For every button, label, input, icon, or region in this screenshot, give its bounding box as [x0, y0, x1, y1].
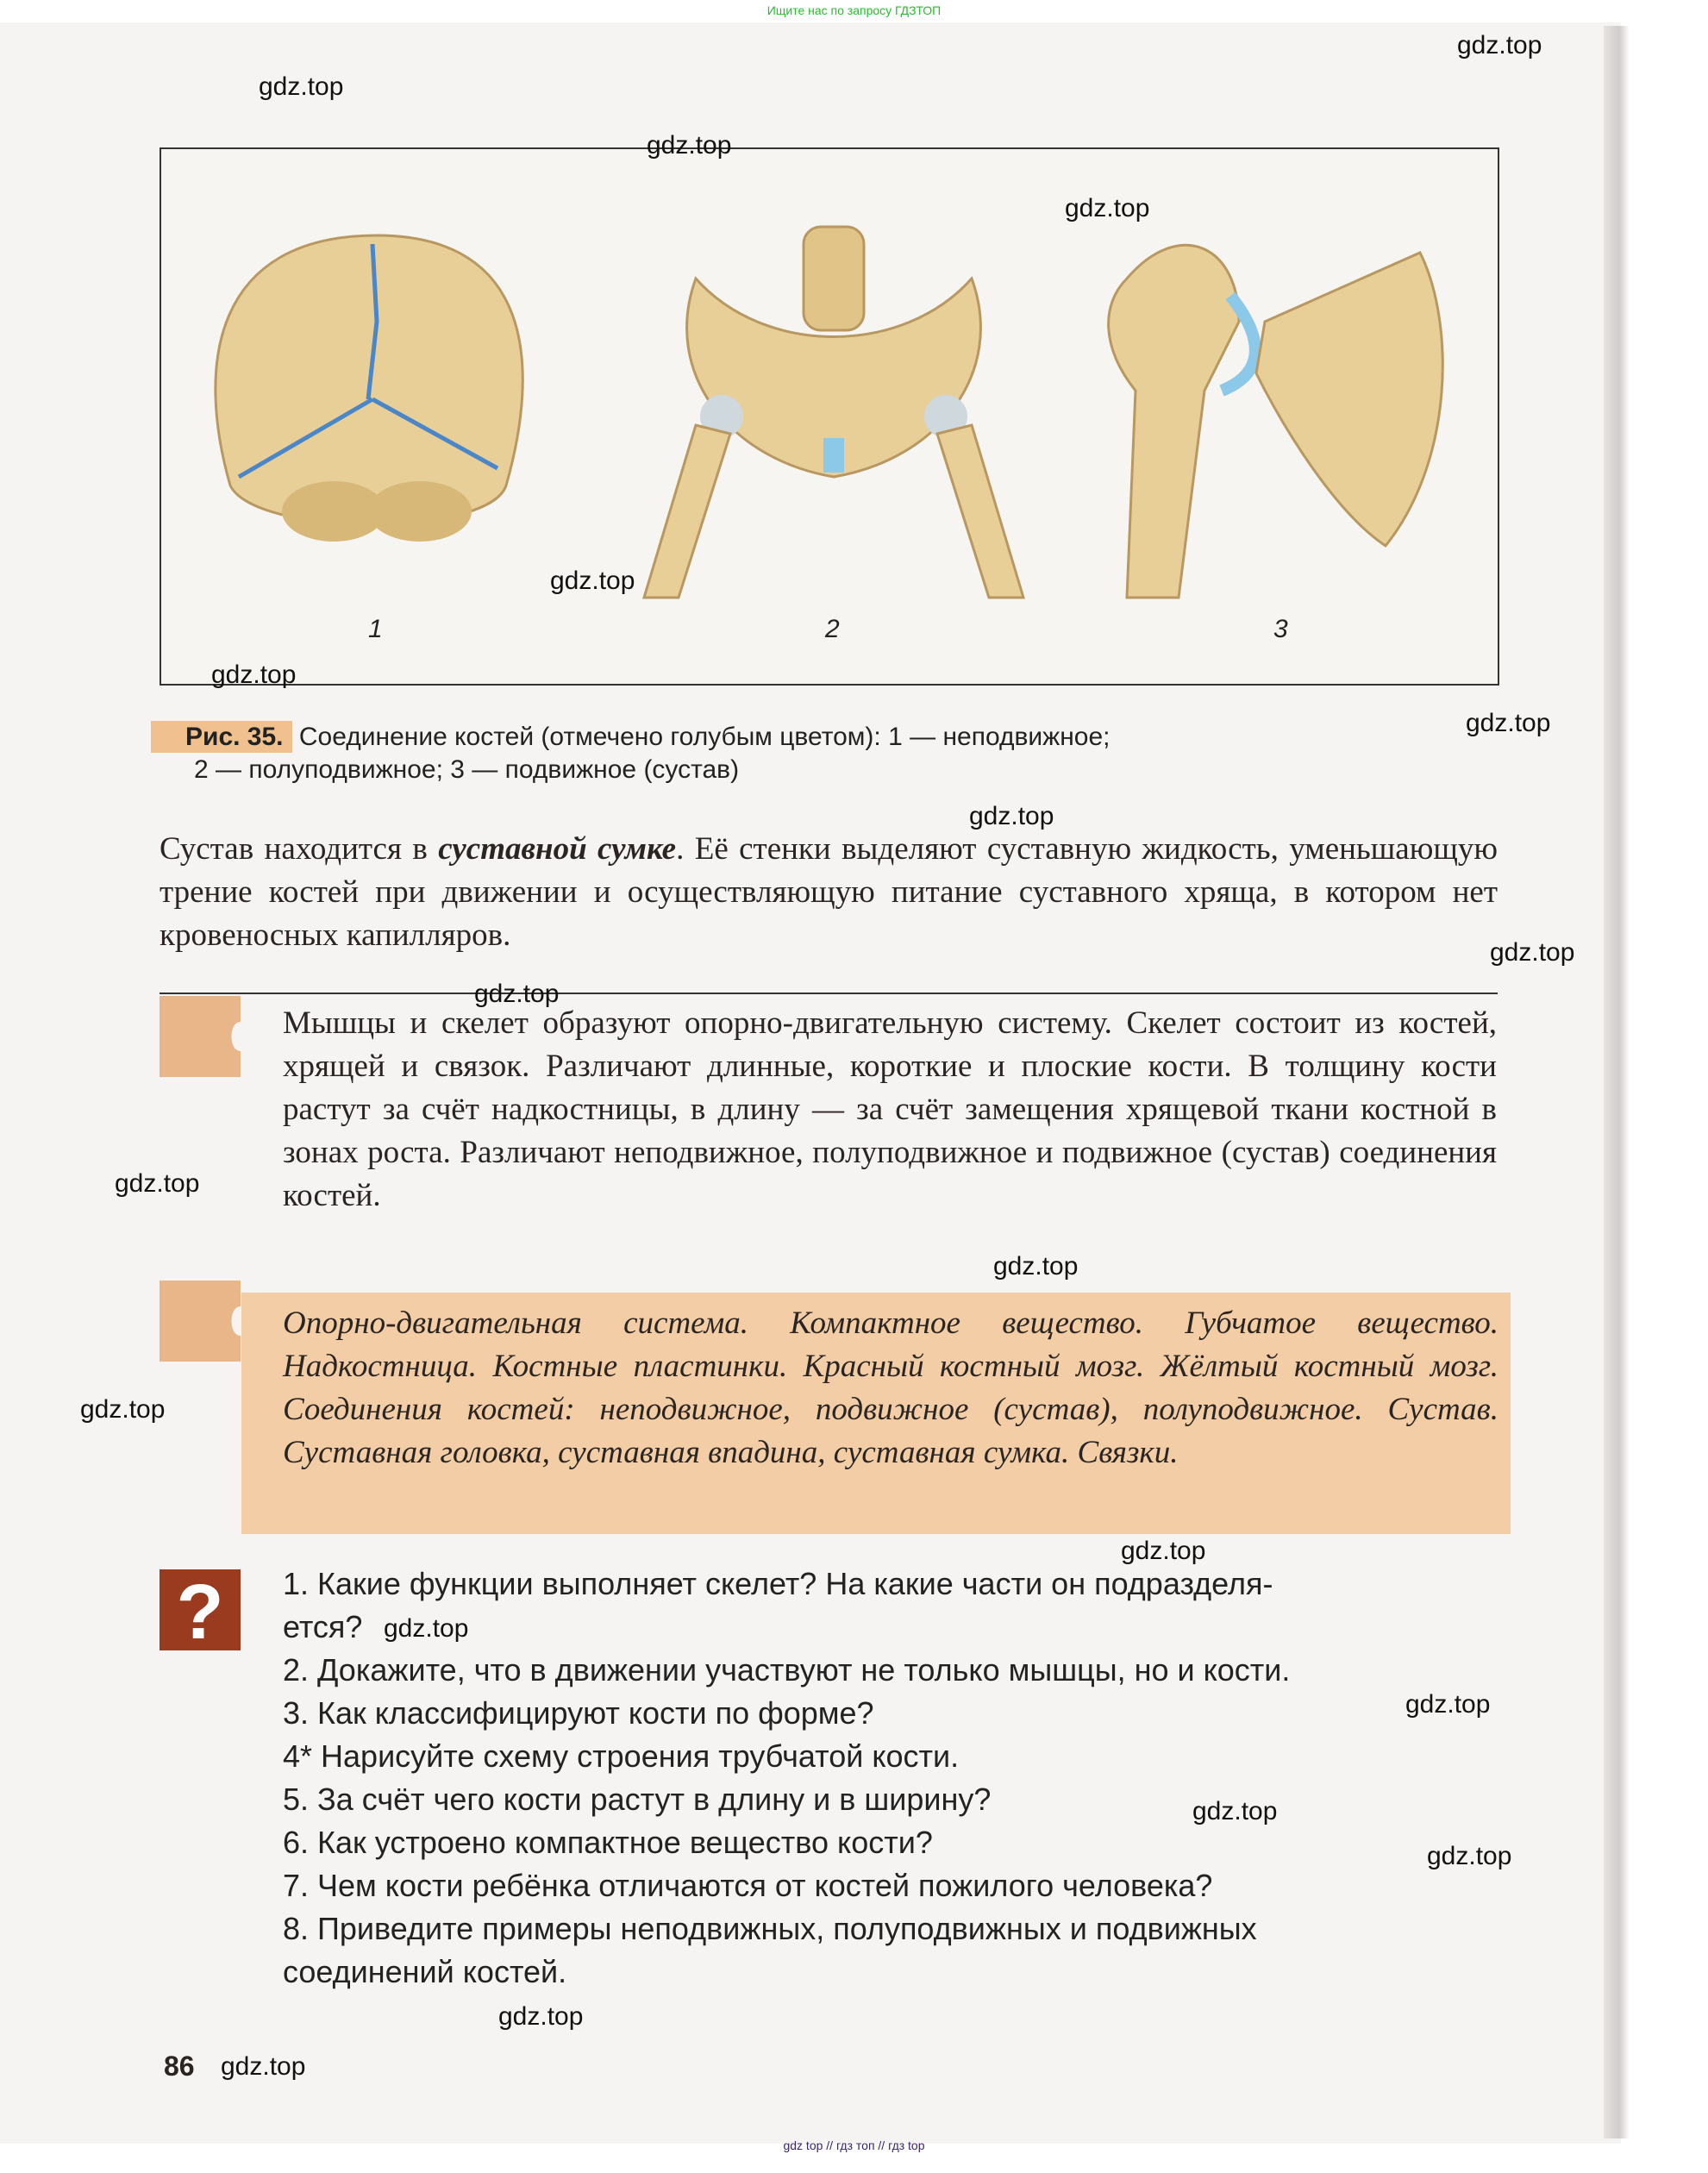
question-item: 8. Приведите примеры неподвижных, полуподвижных и подвижных: [283, 1911, 1257, 1946]
top-banner: Ищите нас по запросу ГДЗТОП: [766, 3, 942, 17]
figure-label-2: 2: [825, 615, 840, 643]
watermark: gdz.top: [1065, 194, 1150, 222]
figure-label-1: 1: [368, 615, 383, 643]
watermark: gdz.top: [1427, 1842, 1512, 1870]
watermark: gdz.top: [1192, 1797, 1278, 1825]
watermark: gdz.top: [259, 72, 344, 101]
puzzle-icon: [160, 996, 241, 1077]
summary-text: Мышцы и скелет образуют опорно-двигательную систему. Скелет состоит из костей, хрящей и связок. Различают длинные, короткие и плоские кости. В толщину кости растут за счёт надкостницы, в длину — за счёт замещения хрящевой ткани костной в зонах роста. Различают неподвижное, полуподвижное и подвижное (сустав) соединения костей.: [283, 1005, 1497, 1213]
question-item: ется?: [283, 1609, 363, 1644]
page-number: 86: [164, 2051, 195, 2082]
watermark: gdz.top: [384, 1614, 469, 1643]
watermark: gdz.top: [498, 2002, 584, 2031]
paragraph-text-end: . Её стенки выделяют суставную жидкость, уменьшающую трение костей при движении и осуществляющую питание суставного хряща, в котором нет кровеносных капилляров.: [160, 831, 1498, 953]
question-item: 5. За счёт чего кости растут в длину и в ширину?: [283, 1782, 992, 1817]
page-edge: [1604, 26, 1630, 2139]
watermark: gdz.top: [969, 802, 1054, 830]
watermark: gdz.top: [1466, 709, 1551, 737]
caption-line-1: Соединение костей (отмечено голубым цветом): 1 — неподвижное;: [298, 723, 1111, 751]
question-item: 7. Чем кости ребёнка отличаются от костей пожилого человека?: [283, 1868, 1213, 1903]
watermark: gdz.top: [647, 131, 732, 160]
watermark: gdz.top: [80, 1395, 166, 1424]
question-icon: [160, 1569, 241, 1650]
question-item: 1. Какие функции выполняет скелет? На какие части он подразделя-: [283, 1566, 1273, 1601]
watermark: gdz.top: [474, 980, 560, 1008]
watermark: gdz.top: [1490, 938, 1575, 967]
watermark: gdz.top: [221, 2052, 306, 2081]
question-item: 6. Как устроено компактное вещество кости?: [283, 1825, 933, 1860]
figure-35: [160, 147, 1499, 686]
keywords-text: Опорно-двигательная система. Компактное вещество. Губчатое вещество. Надкостница. Костные пластинки. Красный костный мозг. Жёлтый костный мозг. Соединения костей: неподвижное, подвижное (сустав), полуподвижное. Сустав. Суставная головка, суставная впадина, суставная сумка. Связки.: [283, 1306, 1498, 1470]
paragraph-text: Сустав находится в: [160, 831, 439, 867]
question-item: 2. Докажите, что в движении участвуют не только мышцы, но и кости.: [283, 1652, 1291, 1688]
puzzle-keywords-icon: [160, 1281, 241, 1362]
question-item: соединений костей.: [283, 1954, 567, 1989]
caption-label: Рис. 35.: [151, 721, 292, 753]
skull-illustration: [216, 235, 522, 542]
question-item: 3. Как классифицируют кости по форме?: [283, 1695, 874, 1731]
bottom-footer: gdz top // гдз топ // гдз top: [783, 2139, 925, 2152]
pelvis-illustration: [644, 227, 1023, 598]
watermark: gdz.top: [1121, 1537, 1206, 1565]
caption-line-2: 2 — полуподвижное; 3 — подвижное (сустав): [194, 755, 740, 784]
divider: [160, 993, 1498, 994]
watermark: gdz.top: [115, 1169, 200, 1198]
watermark: gdz.top: [993, 1252, 1079, 1281]
watermark: gdz.top: [550, 567, 635, 595]
joint-paragraph: [160, 828, 1498, 957]
svg-text:?: ?: [176, 1569, 224, 1650]
question-item: 4* Нарисуйте схему строения трубчатой кости.: [283, 1738, 960, 1774]
paragraph-emphasis: суставной сумке: [438, 831, 677, 867]
shoulder-illustration: [1109, 245, 1443, 598]
watermark: gdz.top: [1457, 31, 1542, 59]
joints-illustration: [161, 149, 1498, 684]
figure-label-3: 3: [1273, 615, 1288, 643]
watermark: gdz.top: [211, 661, 297, 689]
watermark: gdz.top: [1405, 1690, 1491, 1719]
figure-caption: [160, 721, 1505, 786]
